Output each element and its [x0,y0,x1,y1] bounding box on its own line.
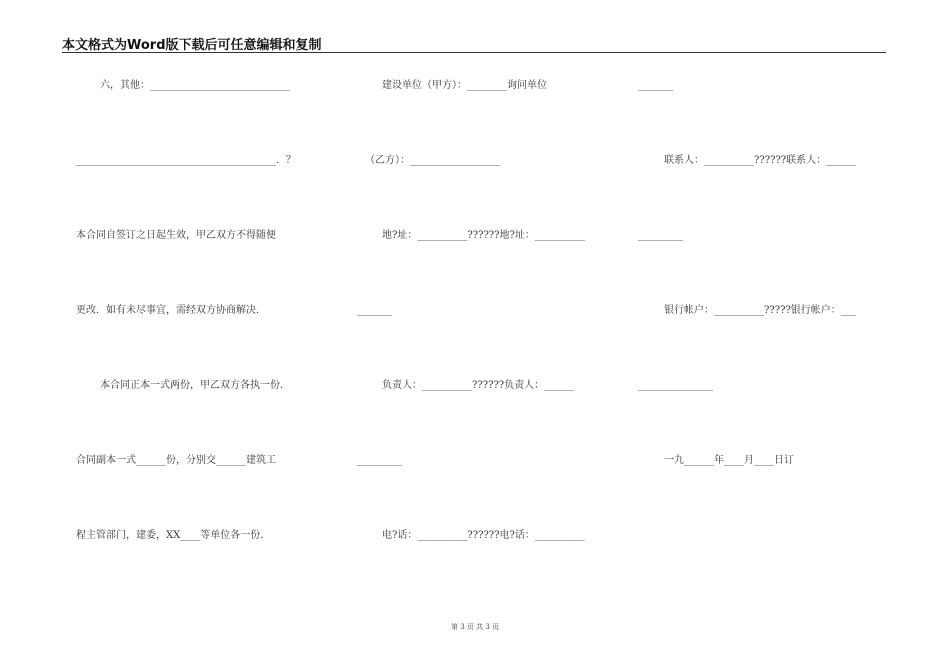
blank-line: _______ [357,305,392,316]
page-header [62,34,886,53]
blank-line: _______ [638,80,673,91]
contact-person-fields: 联系人：__________??????联系人：______ [664,155,857,166]
original-copies-clause: 本合同正本一式两份，甲乙双方各执一份． [100,380,290,391]
distribution-clause: 程主管部门，建委，XX____等单位各一份． [76,530,271,541]
duplicate-copies-clause: 合同副本一式______份，分别交______建筑工 [76,455,276,466]
header-title: 本文格式为Word版下载后可任意编辑和复制 [62,38,322,53]
blank-line: ________________________________________．？ [76,155,296,166]
blank-line: _______________ [638,380,713,391]
blank-line: _________ [638,230,683,241]
phone-fields: 电?话：__________??????电?话：__________ [382,530,585,541]
bank-account-fields: 银行帐户：__________?????银行帐户：___ [664,305,856,316]
responsible-person-fields: 负责人：__________??????负责人：______ [382,380,575,391]
amendment-clause: 更改．如有未尽事宜，需经双方协商解决． [76,305,266,316]
effective-clause: 本合同自签订之日起生效，甲乙双方不得随便 [76,230,276,241]
signing-date: 一九______年____月____日订 [664,455,794,466]
party-a-label: 建设单位（甲方）：________询问单位 [382,80,547,91]
clause-six-other: 六，其他：____________________________ [100,80,290,91]
party-b-label: （乙方）：__________________ [365,155,500,166]
address-fields: 地?址：__________??????地?址：__________ [382,230,585,241]
blank-line: _________ [357,455,402,466]
page-number: 第 3 页 共 3 页 [450,623,500,631]
